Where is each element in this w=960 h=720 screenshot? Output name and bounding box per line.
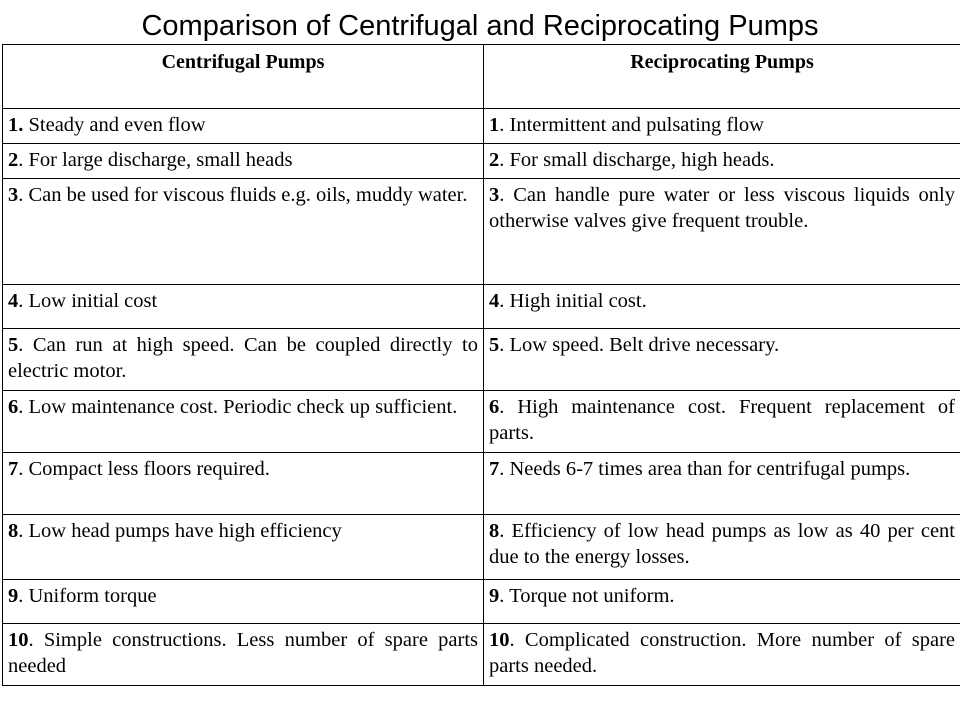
item-number: 10 — [489, 629, 510, 651]
item-number: 7 — [8, 458, 19, 480]
reciprocating-cell — [484, 515, 960, 580]
item-number: 3 — [8, 184, 19, 206]
item-number: 8 — [8, 520, 19, 542]
item-number: 5 — [489, 334, 500, 356]
table-row — [3, 624, 960, 686]
item-text: Steady and even flow — [23, 114, 206, 136]
reciprocating-cell — [484, 144, 960, 179]
page-title: Comparison of Centrifugal and Reciprocating Pumps — [141, 10, 819, 42]
item-text: . High initial cost. — [499, 290, 647, 312]
centrifugal-cell — [3, 515, 484, 580]
column-header-centrifugal: Centrifugal Pumps — [3, 45, 484, 109]
item-text: . Can be used for viscous fluids e.g. oils, muddy water. — [18, 184, 468, 206]
table-row — [3, 285, 960, 329]
item-number: 2 — [8, 149, 19, 171]
centrifugal-cell — [3, 580, 484, 624]
item-number: 4 — [8, 290, 19, 312]
item-number: 10 — [8, 629, 29, 651]
table-row — [3, 179, 960, 285]
item-number: 3 — [489, 184, 500, 206]
item-number: 1. — [8, 114, 24, 136]
item-number: 6 — [8, 396, 19, 418]
item-number: 5 — [8, 334, 19, 356]
reciprocating-cell — [484, 453, 960, 515]
centrifugal-cell — [3, 453, 484, 515]
item-text: . Torque not uniform. — [499, 585, 675, 607]
item-number: 4 — [489, 290, 500, 312]
comparison-table — [2, 44, 960, 686]
item-text: . Can run at high speed. Can be coupled directly to electric motor. — [8, 334, 478, 382]
table-row — [3, 329, 960, 391]
item-text: . Needs 6-7 times area than for centrifugal pumps. — [499, 458, 911, 480]
item-text: . Low initial cost — [18, 290, 158, 312]
reciprocating-cell — [484, 329, 960, 391]
table-row — [3, 144, 960, 179]
item-number: 9 — [8, 585, 19, 607]
table-row — [3, 391, 960, 453]
reciprocating-cell — [484, 179, 960, 285]
item-text: . Uniform torque — [18, 585, 157, 607]
reciprocating-cell — [484, 580, 960, 624]
item-text: . For small discharge, high heads. — [499, 149, 775, 171]
item-text: . Can handle pure water or less viscous liquids only otherwise valves give frequent trouble. — [489, 184, 955, 232]
item-text: . Low head pumps have high efficiency — [18, 520, 342, 542]
centrifugal-cell — [3, 391, 484, 453]
item-number: 8 — [489, 520, 500, 542]
reciprocating-cell — [484, 109, 960, 144]
column-header-reciprocating: Reciprocating Pumps — [484, 45, 960, 109]
centrifugal-cell — [3, 179, 484, 285]
item-text: . Efficiency of low head pumps as low as 40 per cent due to the energy losses. — [489, 520, 955, 568]
centrifugal-cell — [3, 109, 484, 144]
item-number: 2 — [489, 149, 500, 171]
reciprocating-cell — [484, 624, 960, 686]
centrifugal-cell — [3, 624, 484, 686]
item-text: . Intermittent and pulsating flow — [499, 114, 764, 136]
item-text: . For large discharge, small heads — [18, 149, 293, 171]
item-text: . High maintenance cost. Frequent replacement of parts. — [489, 396, 955, 444]
item-number: 9 — [489, 585, 500, 607]
item-text: . Complicated construction. More number of spare parts needed. — [489, 629, 955, 677]
centrifugal-cell — [3, 285, 484, 329]
centrifugal-cell — [3, 329, 484, 391]
reciprocating-cell — [484, 285, 960, 329]
table-row — [3, 580, 960, 624]
item-number: 6 — [489, 396, 500, 418]
table-row — [3, 515, 960, 580]
item-number: 7 — [489, 458, 500, 480]
comparison-table-container — [2, 44, 960, 686]
table-row — [3, 453, 960, 515]
item-number: 1 — [489, 114, 500, 136]
item-text: . Low speed. Belt drive necessary. — [499, 334, 780, 356]
centrifugal-cell — [3, 144, 484, 179]
table-header-row — [3, 45, 960, 109]
table-row — [3, 109, 960, 144]
item-text: . Low maintenance cost. Periodic check up sufficient. — [18, 396, 458, 418]
item-text: . Simple constructions. Less number of spare parts needed — [8, 629, 478, 677]
item-text: . Compact less floors required. — [18, 458, 270, 480]
reciprocating-cell — [484, 391, 960, 453]
